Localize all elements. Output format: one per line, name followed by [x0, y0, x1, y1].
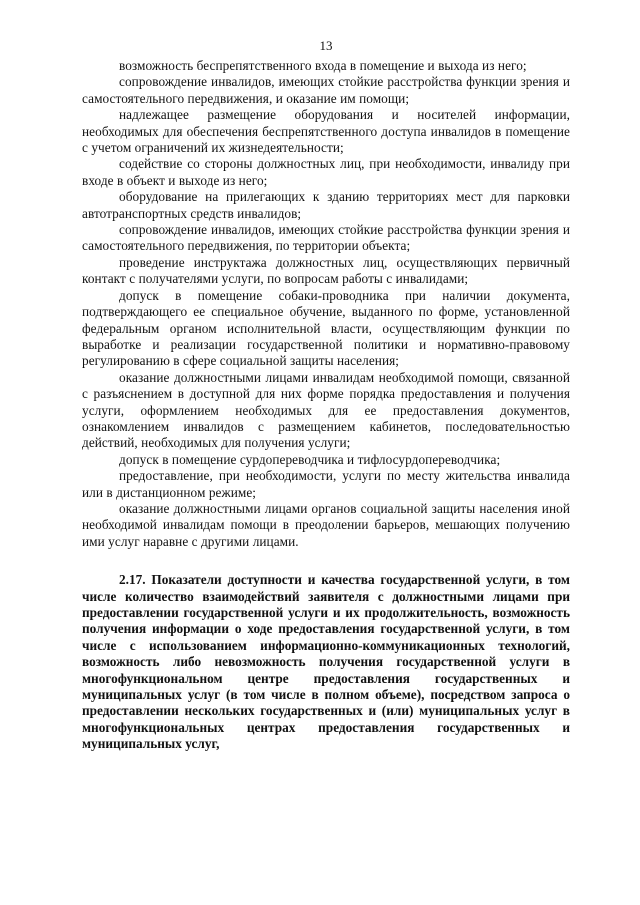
section-spacer [82, 550, 570, 572]
section-heading-2-17: 2.17. Показатели доступности и качества государственной услуги, в том числе количество взаимодействий заявителя с должностными лицами при предоставлении государственной услуги и их продолжительность, возможность получения информации о ходе предоставления государственной услуги, в том числе с использованием информационно-коммуникационных технологий, возможность либо невозможность получения государственной услуги в многофункциональном центре предоставления государственных и муниципальных услуг (в том числе в полном объеме), посредством запроса о предоставлении нескольких государственных и (или) муниципальных услуг в многофункциональных центрах предоставления государственных и муниципальных услуг, [82, 572, 570, 752]
paragraph-sign-interpreter: допуск в помещение сурдопереводчика и тифлосурдопереводчика; [119, 451, 501, 467]
paragraph-escort-territory: сопровождение инвалидов, имеющих стойкие расстройства функции зрения и самостоятельного передвижения, по территории объекта; [82, 222, 570, 254]
paragraph-guide-dog: допуск в помещение собаки-проводника при наличии документа, подтверждающего ее специальное обучение, выданного по форме, установленной федеральным органом исполнительной власти, осуществляющим функции по выработке и реализации государственной политики и нормативно-правовому регулированию в сфере социальной защиты населения; [82, 287, 570, 369]
page-number: 13 [319, 38, 333, 53]
paragraph-entrance-access: возможность беспрепятственного входа в помещение и выхода из него; [119, 58, 527, 73]
paragraph-parking: оборудование на прилегающих к зданию территориях мест для парковки автотранспортных средств инвалидов; [82, 189, 570, 221]
paragraph-explanation-help: оказание должностными лицами инвалидам необходимой помощи, связанной с разъяснением в доступной для них форме порядка предоставления и получения услуги, оформлением необходимых для ее предоставления документов, ознакомлением инвалидов с размещением кабинетов, последовательностью действий, необходимых для получения услуги; [82, 369, 570, 451]
paragraph-barrier-help: оказание должностными лицами органов социальной защиты населения иной необходимой инвалидам помощи в преодолении барьеров, мешающих получению ими услуг наравне с другими лицами. [82, 500, 570, 549]
paragraph-official-help-entry: содействие со стороны должностных лиц, при необходимости, инвалиду при входе в объект и выходе из него; [82, 156, 570, 188]
paragraph-escort-assistance: сопровождение инвалидов, имеющих стойкие расстройства функции зрения и самостоятельного передвижения, и оказание им помощи; [82, 74, 570, 106]
paragraph-equipment-placement: надлежащее размещение оборудования и носителей информации, необходимых для обеспечения беспрепятственного доступа инвалидов в помещение с учетом ограничений их жизнедеятельности; [82, 107, 570, 156]
paragraph-home-service: предоставление, при необходимости, услуги по месту жительства инвалида или в дистанционном режиме; [82, 468, 570, 500]
paragraph-staff-briefing: проведение инструктажа должностных лиц, осуществляющих первичный контакт с получателями услуги, по вопросам работы с инвалидами; [82, 254, 570, 287]
